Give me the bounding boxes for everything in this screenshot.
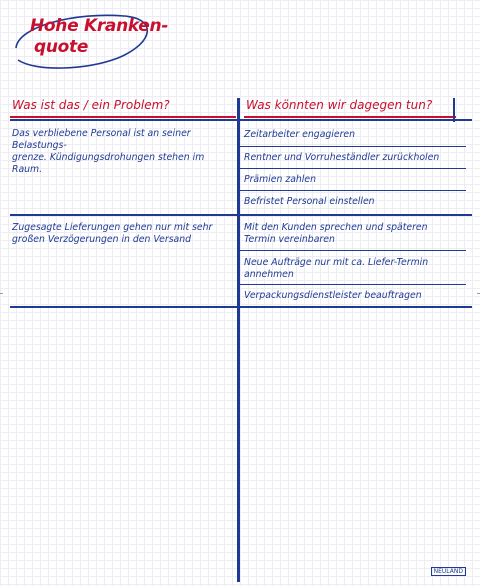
measure-1-3: Prämien zahlen [244, 174, 316, 185]
measure-2-1 [244, 222, 464, 246]
row-divider-2 [10, 306, 472, 308]
measure-2-3: Verpackungsdienstleister beauftragen [244, 290, 422, 301]
left-heading-underline [10, 116, 236, 118]
measure-2-2-line-2: annehmen [244, 269, 294, 280]
table-center-divider [237, 98, 240, 582]
problem-2-line-2: großen Verzögerungen in den Versand [12, 234, 192, 245]
measure-separator [240, 168, 466, 169]
measure-2-2-line-1: Neue Aufträge nur mit ca. Liefer-Termin [244, 257, 429, 268]
right-edge-stub [453, 98, 455, 122]
row-divider-1 [10, 214, 472, 216]
measure-2-2 [244, 257, 464, 281]
right-column-heading: Was könnten wir dagegen tun? [246, 98, 433, 112]
measure-2-1-line-2: Termin vereinbaren [244, 234, 335, 245]
brand-logo: NEULAND [431, 567, 466, 576]
problem-2-line-1: Zugesagte Lieferungen gehen nur mit sehr [12, 222, 213, 233]
problem-1-line-2: grenze. Kündigungsdrohungen stehen im Raum. [12, 152, 205, 175]
measure-separator [240, 190, 466, 191]
measure-separator [240, 146, 466, 147]
problem-text-1 [12, 128, 236, 176]
page-title-line-1: Hohe Kranken- [30, 16, 169, 36]
measure-separator [240, 284, 466, 285]
left-column-heading: Was ist das / ein Problem? [12, 98, 170, 112]
measure-2-1-line-1: Mit den Kunden sprechen und späteren [244, 222, 428, 233]
page-title-line-2: quote [34, 37, 89, 57]
problem-text-2 [12, 222, 236, 246]
page-title [30, 16, 168, 58]
measure-1-1: Zeitarbeiter engagieren [244, 129, 356, 140]
measure-1-2: Rentner und Vorruheständler zurückholen [244, 152, 440, 163]
measure-separator [240, 250, 466, 251]
right-heading-underline [244, 116, 456, 118]
table-top-rule [10, 119, 472, 121]
measure-1-4: Befristet Personal einstellen [244, 196, 375, 207]
edge-tick-left [0, 293, 3, 294]
problem-1-line-1: Das verbliebene Personal ist an seiner Belastungs- [12, 128, 191, 151]
